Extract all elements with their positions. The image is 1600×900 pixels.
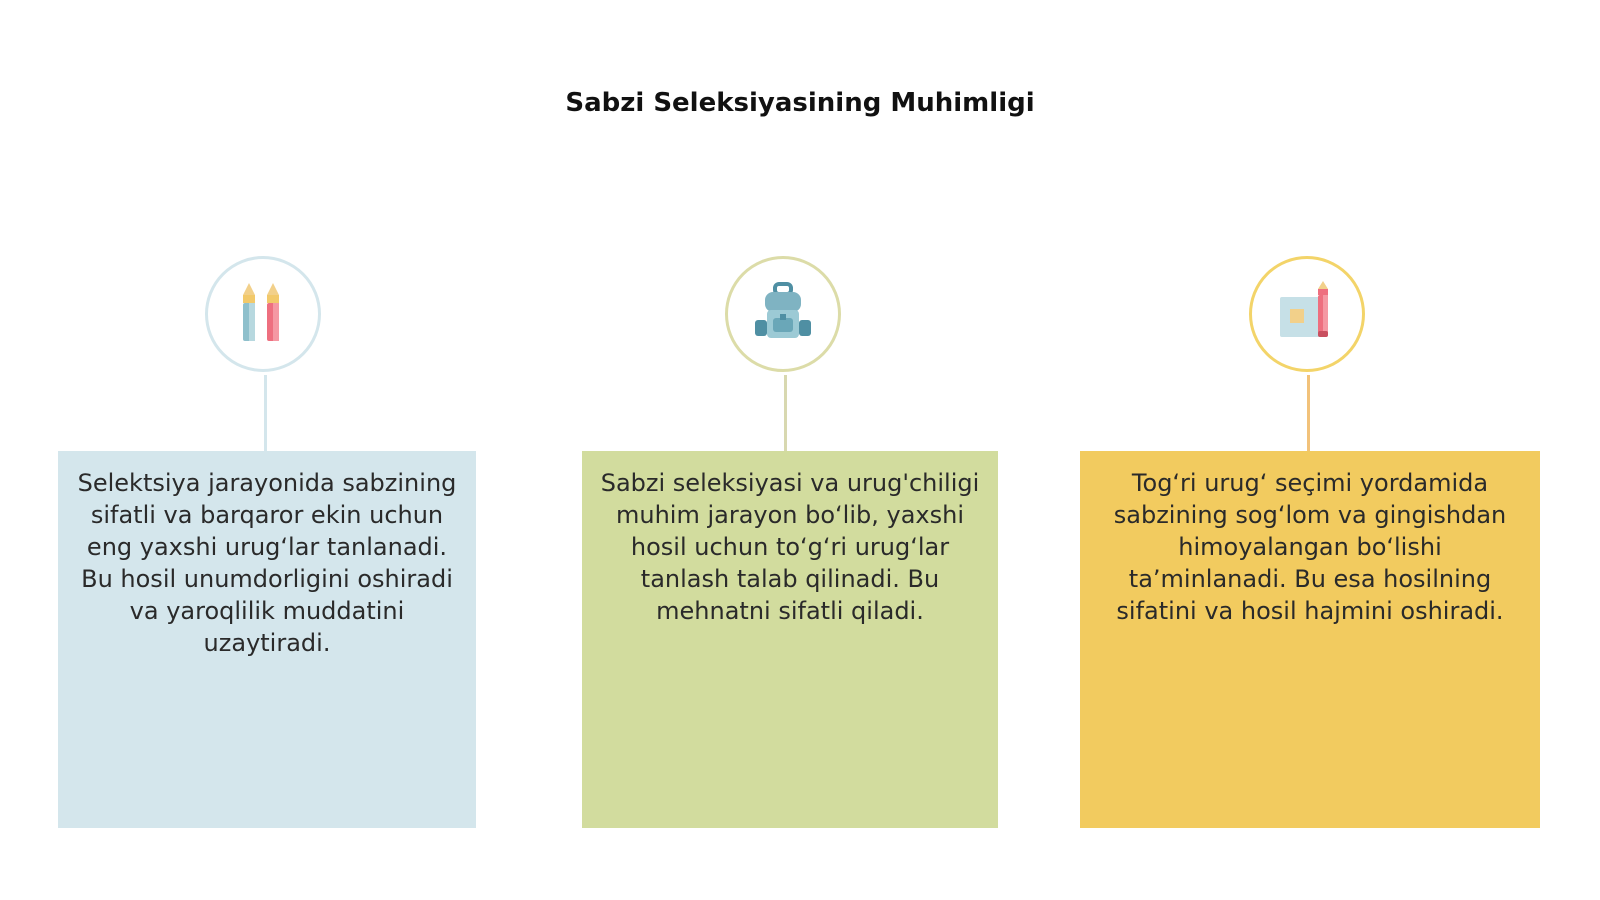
info-card-1 <box>58 451 476 828</box>
info-card-2 <box>582 451 998 828</box>
pencils-icon <box>235 279 291 349</box>
board-pencil-icon <box>1276 281 1338 347</box>
page-title: Sabzi Seleksiyasining Muhimligi <box>565 88 1035 118</box>
icon-ring-2 <box>725 256 841 372</box>
card-text-3: Tog‘ri urug‘ seçimi yordamida sabzining sog‘lom va gingishdan himoyalangan bo‘lishi ta’minlanadi. Bu esa hosilning sifatini va hosil hajmini oshiradi. <box>1113 469 1507 625</box>
connector-line-3 <box>1307 375 1310 451</box>
card-text-2: Sabzi seleksiyasi va urug'chiligi muhim jarayon bo‘lib, yaxshi hosil uchun to‘g‘ri urug‘lar tanlash talab qilinadi. Bu mehnatni sifatli qiladi. <box>600 469 980 625</box>
connector-line-2 <box>784 375 787 451</box>
card-text-1: Selektsiya jarayonida sabzining sifatli va barqaror ekin uchun eng yaxshi urug‘lar tanlanadi. Bu hosil unumdorligini oshiradi va yaroqlilik muddatini uzaytiradi. <box>77 469 457 657</box>
icon-ring-3 <box>1249 256 1365 372</box>
icon-ring-1 <box>205 256 321 372</box>
backpack-icon <box>753 282 813 346</box>
info-card-3 <box>1080 451 1540 828</box>
connector-line-1 <box>264 375 267 451</box>
